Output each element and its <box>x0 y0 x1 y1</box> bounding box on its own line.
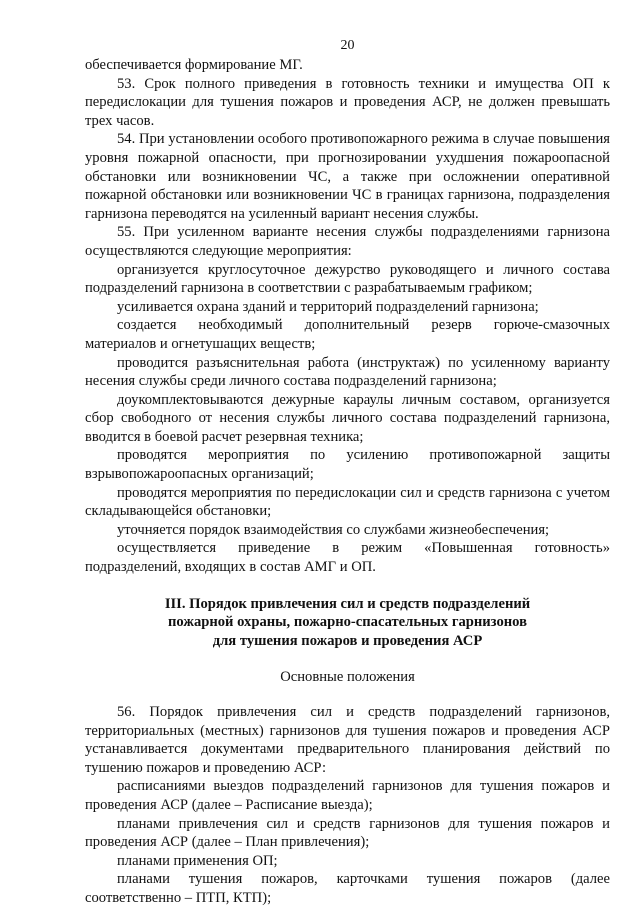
list-item: осуществляется приведение в режим «Повышенная готовность» подразделений, входящих в состав АМГ и ОП. <box>85 540 610 576</box>
section-heading-line: III. Порядок привлечения сил и средств подразделений <box>164 595 531 612</box>
paragraph-56: 56. Порядок привлечения сил и средств подразделений гарнизонов, территориальных (местных) гарнизонов для тушения пожаров и проведения АСР устанавливается документами предварительного планирования действий по тушению пожаров и проведению АСР: <box>85 704 610 776</box>
section-heading-line: пожарной охраны, пожарно-спасательных гарнизонов <box>168 614 527 631</box>
paragraph-53: 53. Срок полного приведения в готовность техники и имущества ОП к передислокации для тушения пожаров и проведения АСР, не должен превышать трех часов. <box>85 75 610 129</box>
page-number: 20 <box>340 38 355 53</box>
list-item: проводятся мероприятия по передислокации сил и средств гарнизона с учетом складывающейся обстановки; <box>85 484 610 520</box>
section-heading-line: для тушения пожаров и проведения АСР <box>212 632 483 649</box>
list-item: планами тушения пожаров, карточками тушения пожаров (далее соответственно – ПТП, КТП); <box>85 871 610 906</box>
section-heading <box>85 595 610 651</box>
list-item: планами привлечения сил и средств гарнизонов для тушения пожаров и проведения АСР (далее – План привлечения); <box>85 815 610 851</box>
list-item: создается необходимый дополнительный резерв горюче-смазочных материалов и огнетушащих веществ; <box>85 317 610 352</box>
document-page <box>85 38 610 908</box>
list-item: организуется круглосуточное дежурство руководящего и личного состава подразделений гарнизона в соответствии с разрабатываемым графиком; <box>85 261 610 297</box>
list-item: проводятся мероприятия по усилению противопожарной защиты взрывопожароопасных организаций; <box>85 447 610 483</box>
paragraph: обеспечивается формирование МГ. <box>85 57 303 73</box>
list-item: доукомплектовываются дежурные караулы личным составом, организуется сбор свободного от несения службы личного состава подразделений гарнизона, вводится в боевой расчет резервная техника; <box>85 391 610 445</box>
subsection-heading: Основные положения <box>280 669 415 686</box>
list-item: планами применения ОП; <box>117 852 278 869</box>
list-item: усиливается охрана зданий и территорий подразделений гарнизона; <box>117 298 539 315</box>
list-item: уточняется порядок взаимодействия со службами жизнеобеспечения; <box>117 521 550 538</box>
list-item: расписаниями выездов подразделений гарнизонов для тушения пожаров и проведения АСР (далее – Расписание выезда); <box>85 778 610 813</box>
paragraph-55: 55. При усиленном варианте несения службы подразделениями гарнизона осуществляются следующие мероприятия: <box>85 224 610 259</box>
paragraph-54: 54. При установлении особого противопожарного режима в случае повышения уровня пожарной опасности, при прогнозировании ухудшения пожароопасной обстановки или возникновении ЧС, а также при осложнении оперативной пожарной обстановки или возникновении ЧС в границах гарнизона, подразделения гарнизона переводятся на усиленный вариант несения службы. <box>85 131 610 222</box>
list-item: проводится разъяснительная работа (инструктаж) по усиленному варианту несения службы среди личного состава подразделений гарнизона; <box>85 354 610 390</box>
